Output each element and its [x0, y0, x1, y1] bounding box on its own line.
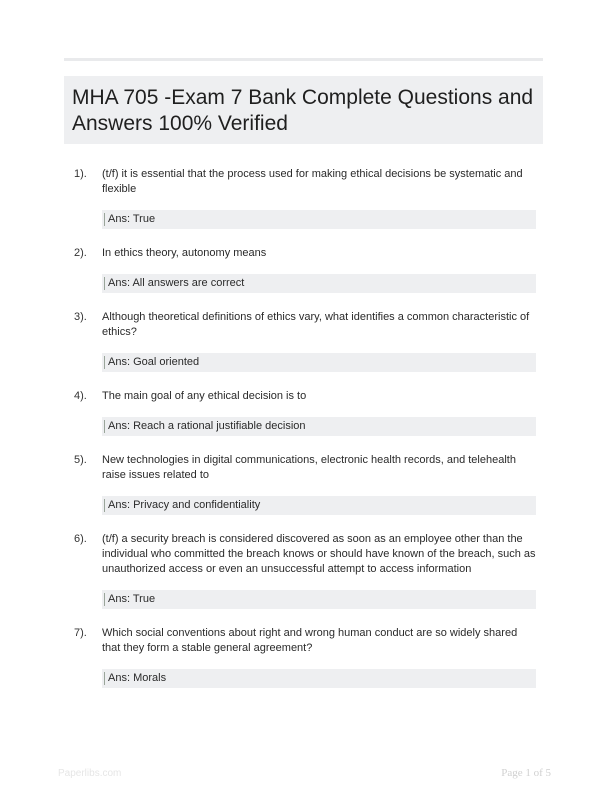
question-number: 5). — [74, 454, 87, 466]
answer-box: Ans: True — [102, 210, 536, 229]
top-divider — [64, 58, 543, 61]
answer-box: Ans: Privacy and confidentiality — [102, 496, 536, 515]
answer-box: Ans: Morals — [102, 669, 536, 688]
question-text: In ethics theory, autonomy means — [102, 247, 267, 259]
document-title: MHA 705 -Exam 7 Bank Complete Questions and Answers 100% Verified — [72, 86, 534, 135]
question-text: New technologies in digital communications, electronic health records, and telehealth raise issues related to — [102, 454, 516, 481]
question-item — [74, 389, 536, 436]
question-number: 3). — [74, 311, 87, 323]
question-number: 7). — [74, 627, 87, 639]
question-item — [74, 246, 536, 293]
question-item — [74, 453, 536, 515]
question-item — [74, 310, 536, 372]
question-item — [74, 626, 536, 688]
answer-box: Ans: True — [102, 590, 536, 609]
page-indicator: Page 1 of 5 — [501, 767, 551, 779]
question-text: (t/f) it is essential that the process used for making ethical decisions be systematic and flexible — [102, 168, 523, 195]
question-text: Although theoretical definitions of ethics vary, what identifies a common characteristic of ethics? — [102, 311, 530, 338]
question-text: The main goal of any ethical decision is to — [102, 390, 307, 402]
question-number: 1). — [74, 168, 87, 180]
footer-watermark: Paperlibs.com — [58, 768, 122, 779]
answer-box: Ans: All answers are correct — [102, 274, 536, 293]
title-banner — [64, 76, 543, 144]
answer-box: Ans: Reach a rational justifiable decision — [102, 417, 536, 436]
question-number: 2). — [74, 247, 87, 259]
question-text: (t/f) a security breach is considered discovered as soon as an employee other than the individual who committed the breach knows or should have known of the breach, such as unauthorized access or even an unsuccessful attempt to access information — [102, 533, 536, 575]
answer-box: Ans: Goal oriented — [102, 353, 536, 372]
question-number: 6). — [74, 533, 87, 545]
question-item — [74, 532, 536, 609]
question-text: Which social conventions about right and wrong human conduct are so widely shared that they form a stable general agreement? — [102, 627, 518, 654]
question-list — [74, 167, 536, 705]
question-number: 4). — [74, 390, 87, 402]
question-item — [74, 167, 536, 229]
